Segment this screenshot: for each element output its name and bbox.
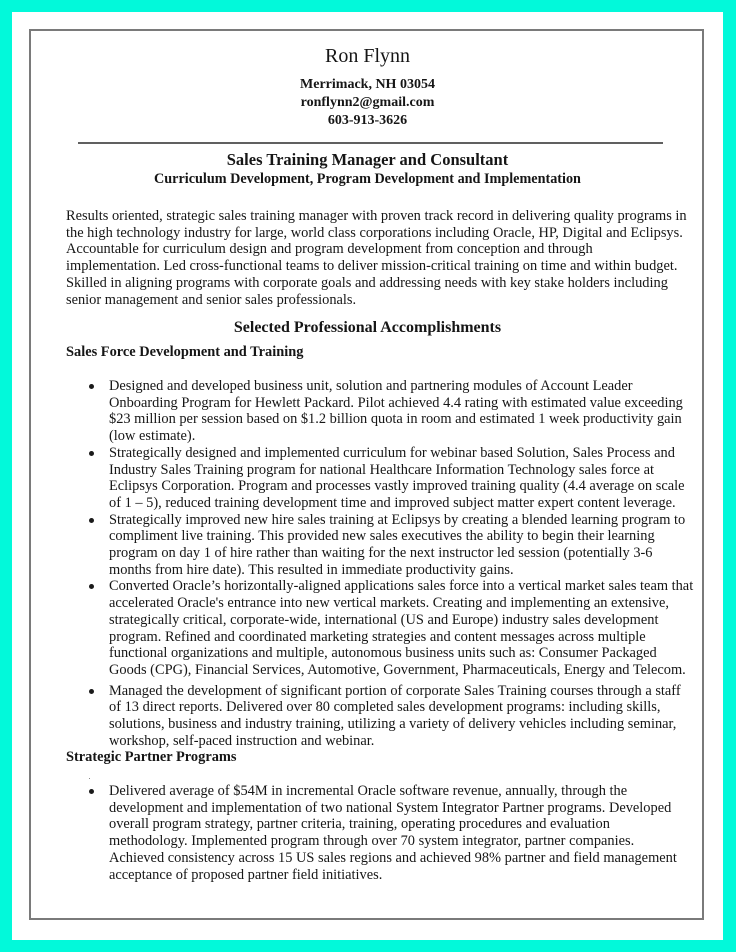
email: ronflynn2@gmail.com: [300, 95, 435, 110]
bullet-line: program. Refined and coordinated marketing strategies and content messages across multiple: [109, 628, 646, 645]
bullet-line: Strategically improved new hire sales training at Eclipsys by creating a blended learning program to: [109, 511, 686, 528]
bullet-line: Industry Sales Training program for national Healthcare Information Technology sales force at: [109, 461, 655, 478]
summary-line: the high technology industry for large, world class corporations including Oracle, HP, Digital and Eclipsys.: [66, 224, 683, 241]
bullet-line: acceptance of proposed partner field initiatives.: [109, 866, 383, 883]
summary-line: senior management and senior sales professionals.: [66, 291, 357, 308]
bullet-icon: [89, 384, 94, 389]
bullet-line: Goods (CPG), Financial Services, Automotive, Government, Pharmaceuticals, Energy and Telecom.: [109, 661, 686, 678]
partner-programs-bullet-list: [66, 783, 686, 883]
bullet-line: accelerated Oracle's entrance into new vertical markets. Creating and implementing an extensive,: [109, 595, 669, 612]
bullet-line: compliment live training. This provided new sales executives the ability to begin their learning: [109, 528, 655, 545]
bullet-line: Delivered average of $54M in incremental Oracle software revenue, annually, through the: [109, 783, 628, 799]
bullet-line: Converted Oracle’s horizontally-aligned applications sales force into a vertical market sales team that: [109, 578, 694, 595]
bullet-icon: [89, 584, 94, 589]
bullet-line: overall program strategy, partner criteria, training, operating procedures and evaluation: [109, 816, 610, 833]
bullet-line: strategically critical, corporate-wide, international (US and Europe) industry sales development: [109, 611, 659, 628]
list-item: [66, 445, 686, 512]
list-item: [66, 378, 686, 445]
bullet-line: months from hire date). This resulted in immediate productivity gains.: [109, 561, 514, 578]
bullet-line: Designed and developed business unit, solution and partnering modules of Account Leader: [109, 378, 633, 394]
stray-mark: [89, 778, 90, 779]
resume-page: [12, 12, 723, 940]
bullet-line: of 1 – 5), reduced training development time and improved subject matter expert content leverage.: [109, 494, 676, 511]
bullet-line: Achieved consistency across 15 US sales regions and achieved 98% partner and field management: [109, 849, 677, 866]
bullet-icon: [89, 789, 94, 794]
location: Merrimack, NH 03054: [300, 77, 435, 92]
bullet-icon: [89, 451, 94, 456]
sales-force-bullet-list: [66, 378, 694, 749]
header-divider: [78, 142, 663, 144]
bullet-line: $23 million per session based on $1.2 billion quota in room and estimated 1 week productivity gain: [109, 411, 682, 428]
accomplishments-heading: Selected Professional Accomplishments: [233, 319, 502, 336]
phone: 603-913-3626: [327, 113, 408, 128]
candidate-name: Ron Flynn: [324, 45, 411, 67]
summary-line: Accountable for curriculum design and program development from conception and through: [66, 241, 593, 258]
headline-subtitle: Curriculum Development, Program Development and Implementation: [154, 171, 581, 187]
headline-title: Sales Training Manager and Consultant: [226, 150, 509, 169]
list-item: [66, 783, 686, 883]
list-item: [66, 683, 686, 750]
bullet-line: Onboarding Program for Hewlett Packard. Pilot achieved 4.4 rating with estimated value exceeding: [109, 394, 683, 411]
bullet-line: (low estimate).: [109, 428, 196, 445]
bullet-icon: [89, 518, 94, 523]
subsection-title-partner-programs: Strategic Partner Programs: [66, 749, 237, 765]
bullet-line: Strategically designed and implemented curriculum for webinar based Solution, Sales Process and: [109, 444, 675, 461]
subsection-title-sales-force: Sales Force Development and Training: [66, 344, 304, 360]
bullet-line: development and implementation of two national System Integrator Partner programs. Developed: [109, 799, 672, 816]
list-item: [66, 512, 686, 579]
bullet-line: Managed the development of significant portion of corporate Sales Training courses through a staff: [109, 682, 681, 699]
summary-line: Results oriented, strategic sales training manager with proven track record in delivering quality programs in: [66, 208, 687, 224]
summary-line: Skilled in aligning programs with corporate goals and addressing needs with key stake holders including: [66, 274, 668, 291]
bullet-line: of 13 direct reports. Delivered over 80 completed sales development programs: including skills,: [109, 699, 661, 716]
summary-line: implementation. Led cross-functional teams to deliver mission-critical training on time and within budget.: [66, 258, 678, 275]
bullet-line: program on day 1 of hire rather than waiting for the next instructor led session (potentially 3-6: [109, 545, 653, 562]
summary-paragraph: [66, 208, 687, 308]
bullet-line: solutions, business and industry training, utilizing a variety of delivery vehicles including seminar,: [109, 716, 677, 733]
bullet-line: workshop, self-paced instruction and webinar.: [109, 732, 375, 749]
bullet-line: methodology. Implemented program through over 70 system integrator, partner companies.: [109, 833, 635, 850]
list-item: [66, 578, 694, 678]
bullet-line: Eclipsys Corporation. Program and processes vastly improved training quality (4.4 average on scale: [109, 478, 685, 495]
bullet-icon: [89, 689, 94, 694]
bullet-line: functional organizations and multiple, autonomous business units such as: Consumer Packaged: [109, 645, 657, 662]
